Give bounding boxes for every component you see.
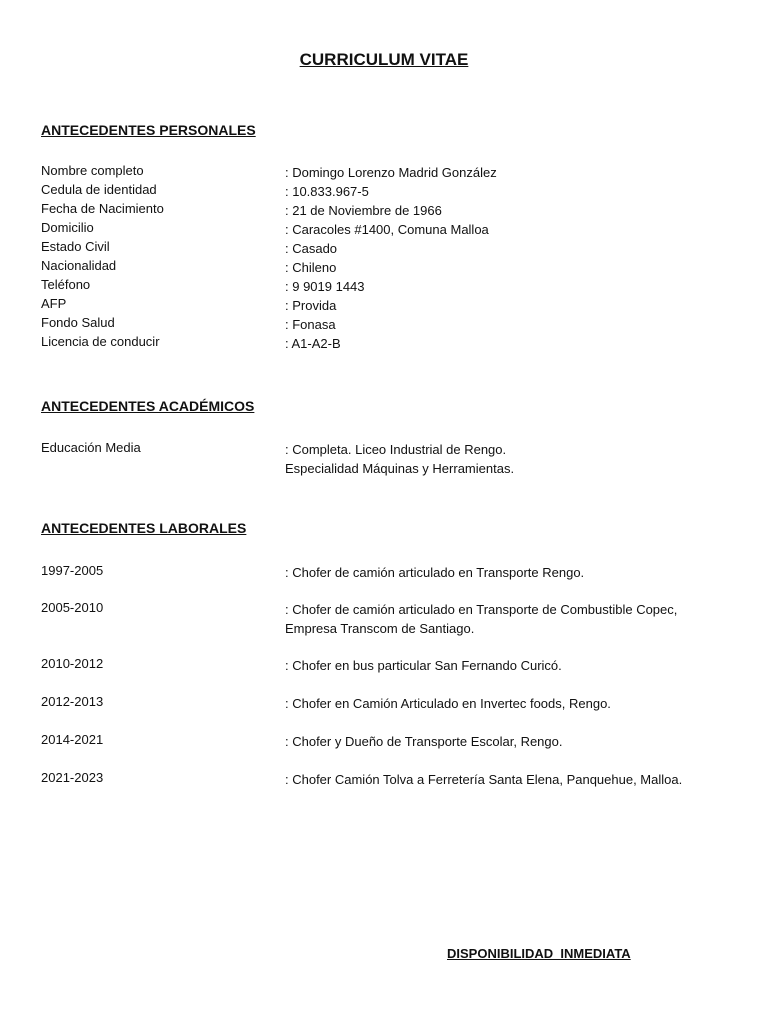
value-line: : Completa. Liceo Industrial de Rengo. bbox=[285, 442, 507, 457]
field-value: : 10.833.967-5 bbox=[285, 184, 369, 199]
job-description bbox=[285, 600, 677, 638]
value-line: : Chofer en bus particular San Fernando Curicó. bbox=[285, 658, 562, 673]
field-label: Nacionalidad bbox=[41, 258, 117, 273]
page-title: CURRICULUM VITAE bbox=[299, 50, 469, 69]
field-value: : Provida bbox=[285, 298, 337, 313]
field-label: Nombre completo bbox=[41, 163, 144, 178]
field-label: Domicilio bbox=[41, 220, 94, 235]
period-label: 2021-2023 bbox=[41, 770, 104, 785]
field-label: Estado Civil bbox=[41, 239, 110, 254]
availability-note: DISPONIBILIDAD INMEDIATA bbox=[447, 946, 631, 961]
job-description bbox=[285, 563, 584, 582]
value-line: : Chofer de camión articulado en Transporte Rengo. bbox=[285, 565, 585, 580]
value-line: Especialidad Máquinas y Herramientas. bbox=[285, 461, 515, 476]
field-value: : A1-A2-B bbox=[285, 336, 341, 351]
value-line: : Chofer Camión Tolva a Ferretería Santa Elena, Panquehue, Malloa. bbox=[285, 772, 683, 787]
field-value: : Fonasa bbox=[285, 317, 336, 332]
field-label: Licencia de conducir bbox=[41, 334, 160, 349]
field-label: Teléfono bbox=[41, 277, 91, 292]
field-label: Fecha de Nacimiento bbox=[41, 201, 164, 216]
value-line: Empresa Transcom de Santiago. bbox=[285, 621, 475, 636]
field-value: : Domingo Lorenzo Madrid González bbox=[285, 165, 497, 180]
field-label: Educación Media bbox=[41, 440, 141, 455]
section-heading-personal: ANTECEDENTES PERSONALES bbox=[41, 122, 256, 138]
field-value: : Casado bbox=[285, 241, 338, 256]
job-description bbox=[285, 732, 563, 751]
job-description bbox=[285, 656, 562, 675]
value-line: : Chofer en Camión Articulado en Invertec foods, Rengo. bbox=[285, 696, 611, 711]
job-description bbox=[285, 770, 682, 789]
period-label: 2010-2012 bbox=[41, 656, 104, 671]
period-label: 2014-2021 bbox=[41, 732, 104, 747]
field-value: : Chileno bbox=[285, 260, 337, 275]
period-label: 2005-2010 bbox=[41, 600, 104, 615]
field-label: Cedula de identidad bbox=[41, 182, 157, 197]
period-label: 2012-2013 bbox=[41, 694, 104, 709]
field-label: AFP bbox=[41, 296, 67, 311]
field-value: : Caracoles #1400, Comuna Malloa bbox=[285, 222, 489, 237]
field-value bbox=[285, 440, 514, 478]
period-label: 1997-2005 bbox=[41, 563, 104, 578]
value-line: : Chofer y Dueño de Transporte Escolar, Rengo. bbox=[285, 734, 563, 749]
section-heading-academic: ANTECEDENTES ACADÉMICOS bbox=[41, 398, 255, 414]
value-line: : Chofer de camión articulado en Transporte de Combustible Copec, bbox=[285, 602, 678, 617]
job-description bbox=[285, 694, 611, 713]
field-label: Fondo Salud bbox=[41, 315, 115, 330]
field-value: : 9 9019 1443 bbox=[285, 279, 365, 294]
field-value: : 21 de Noviembre de 1966 bbox=[285, 203, 442, 218]
section-heading-work: ANTECEDENTES LABORALES bbox=[41, 520, 247, 536]
